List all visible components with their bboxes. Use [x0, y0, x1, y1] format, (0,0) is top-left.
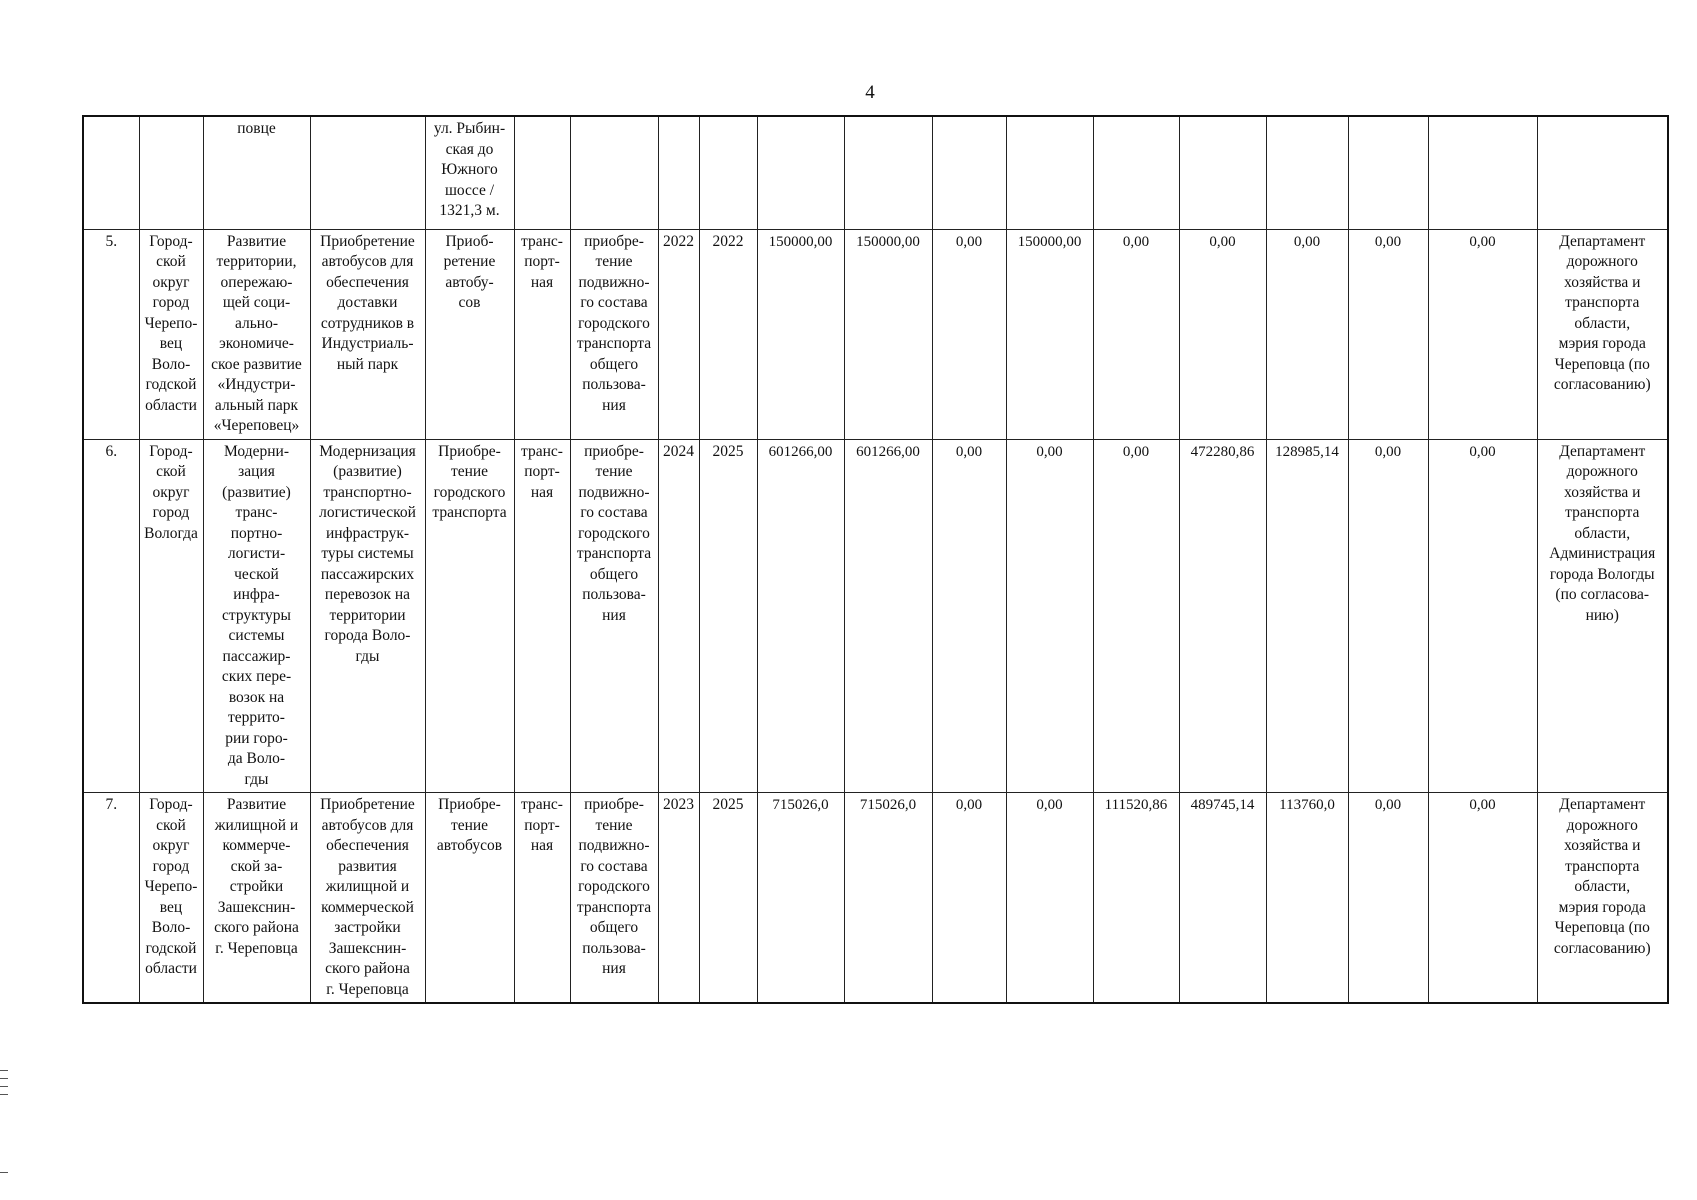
- margin-mark: [0, 1070, 8, 1071]
- cell-c5: 0,00: [1093, 229, 1179, 439]
- cell-object: Приобре- тение автобусов: [425, 793, 514, 1004]
- cell-responsible: Департамент дорожного хозяйства и транспорта области, мэрия города Череповца (по согласованию): [1537, 793, 1668, 1004]
- cell-c3: 0,00: [932, 229, 1006, 439]
- cell-year-end: 2025: [699, 793, 757, 1004]
- cell-c8: [1348, 116, 1428, 229]
- cell-direction: [570, 116, 658, 229]
- cell-c4: 0,00: [1006, 439, 1093, 793]
- cell-c9: [1428, 116, 1537, 229]
- cell-c4: 150000,00: [1006, 229, 1093, 439]
- cell-num: 5.: [83, 229, 139, 439]
- margin-mark: [0, 1086, 8, 1087]
- cell-c1: 150000,00: [757, 229, 844, 439]
- table-row: [83, 116, 1668, 229]
- cell-sphere: транс- порт- ная: [514, 793, 570, 1004]
- cell-c9: 0,00: [1428, 439, 1537, 793]
- cell-project: Развитие жилищной и коммерче- ской за- стройки Зашекснин- ского района г. Череповца: [203, 793, 310, 1004]
- cell-direction: приобре- тение подвижно- го состава городского транспорта общего пользова- ния: [570, 439, 658, 793]
- cell-c2: 601266,00: [844, 439, 932, 793]
- cell-sphere: транс- порт- ная: [514, 229, 570, 439]
- cell-event: Приобретение автобусов для обеспечения развития жилищной и коммерческой застройки Зашекснин- ского района г. Череповца: [310, 793, 425, 1004]
- cell-object: ул. Рыбин- ская до Южного шоссе / 1321,3 м.: [425, 116, 514, 229]
- cell-municipality: [139, 116, 203, 229]
- cell-project: повце: [203, 116, 310, 229]
- cell-event: [310, 116, 425, 229]
- cell-c4: [1006, 116, 1093, 229]
- cell-municipality: Город- ской округ город Вологда: [139, 439, 203, 793]
- cell-c6: [1179, 116, 1266, 229]
- page-number: 4: [865, 82, 875, 103]
- program-table: [82, 115, 1669, 1004]
- cell-c3: [932, 116, 1006, 229]
- cell-c2: 715026,0: [844, 793, 932, 1004]
- table-row: [83, 229, 1668, 439]
- cell-sphere: транс- порт- ная: [514, 439, 570, 793]
- cell-c4: 0,00: [1006, 793, 1093, 1004]
- cell-c6: 472280,86: [1179, 439, 1266, 793]
- cell-object: Приобре- тение городского транспорта: [425, 439, 514, 793]
- cell-c3: 0,00: [932, 793, 1006, 1004]
- cell-municipality: Город- ской округ город Черепо- вец Воло- годской области: [139, 229, 203, 439]
- cell-c8: 0,00: [1348, 229, 1428, 439]
- cell-c2: [844, 116, 932, 229]
- cell-c8: 0,00: [1348, 793, 1428, 1004]
- cell-event: Приобретение автобусов для обеспечения доставки сотрудников в Индустриаль- ный парк: [310, 229, 425, 439]
- cell-year-end: 2025: [699, 439, 757, 793]
- cell-project: Модерни- зация (развитие) транс- портно- логисти- ческой инфра- структуры системы пассажир- ских пере- возок на террито- рии горо- да Воло- гды: [203, 439, 310, 793]
- cell-c6: 0,00: [1179, 229, 1266, 439]
- cell-object: Приоб- ретение автобу- сов: [425, 229, 514, 439]
- margin-mark: [0, 1078, 8, 1079]
- cell-responsible: [1537, 116, 1668, 229]
- table-row: [83, 793, 1668, 1004]
- cell-c7: 0,00: [1266, 229, 1348, 439]
- cell-num: 6.: [83, 439, 139, 793]
- cell-municipality: Город- ской округ город Черепо- вец Воло- годской области: [139, 793, 203, 1004]
- cell-c7: 128985,14: [1266, 439, 1348, 793]
- cell-direction: приобре- тение подвижно- го состава городского транспорта общего пользова- ния: [570, 229, 658, 439]
- cell-direction: приобре- тение подвижно- го состава городского транспорта общего пользова- ния: [570, 793, 658, 1004]
- cell-responsible: Департамент дорожного хозяйства и транспорта области, Администрация города Вологды (по согласова- нию): [1537, 439, 1668, 793]
- cell-sphere: [514, 116, 570, 229]
- cell-year-start: [658, 116, 699, 229]
- cell-c1: [757, 116, 844, 229]
- cell-year-start: 2024: [658, 439, 699, 793]
- cell-year-start: 2022: [658, 229, 699, 439]
- cell-c7: 113760,0: [1266, 793, 1348, 1004]
- cell-c5: 0,00: [1093, 439, 1179, 793]
- cell-c1: 715026,0: [757, 793, 844, 1004]
- cell-year-start: 2023: [658, 793, 699, 1004]
- cell-c9: 0,00: [1428, 793, 1537, 1004]
- cell-num: [83, 116, 139, 229]
- cell-c6: 489745,14: [1179, 793, 1266, 1004]
- cell-year-end: [699, 116, 757, 229]
- cell-event: Модернизация (развитие) транспортно- логистической инфраструк- туры системы пассажирских перевозок на территории города Воло- гды: [310, 439, 425, 793]
- cell-c5: [1093, 116, 1179, 229]
- cell-responsible: Департамент дорожного хозяйства и транспорта области, мэрия города Череповца (по согласованию): [1537, 229, 1668, 439]
- margin-mark: [0, 1172, 8, 1173]
- cell-year-end: 2022: [699, 229, 757, 439]
- cell-c1: 601266,00: [757, 439, 844, 793]
- cell-c2: 150000,00: [844, 229, 932, 439]
- cell-c9: 0,00: [1428, 229, 1537, 439]
- cell-c7: [1266, 116, 1348, 229]
- cell-c3: 0,00: [932, 439, 1006, 793]
- margin-mark: [0, 1094, 8, 1095]
- cell-project: Развитие территории, опережаю- щей соци- ально- экономиче- ское развитие «Индустри- альный парк «Череповец»: [203, 229, 310, 439]
- cell-c8: 0,00: [1348, 439, 1428, 793]
- table-row: [83, 439, 1668, 793]
- cell-c5: 111520,86: [1093, 793, 1179, 1004]
- cell-num: 7.: [83, 793, 139, 1004]
